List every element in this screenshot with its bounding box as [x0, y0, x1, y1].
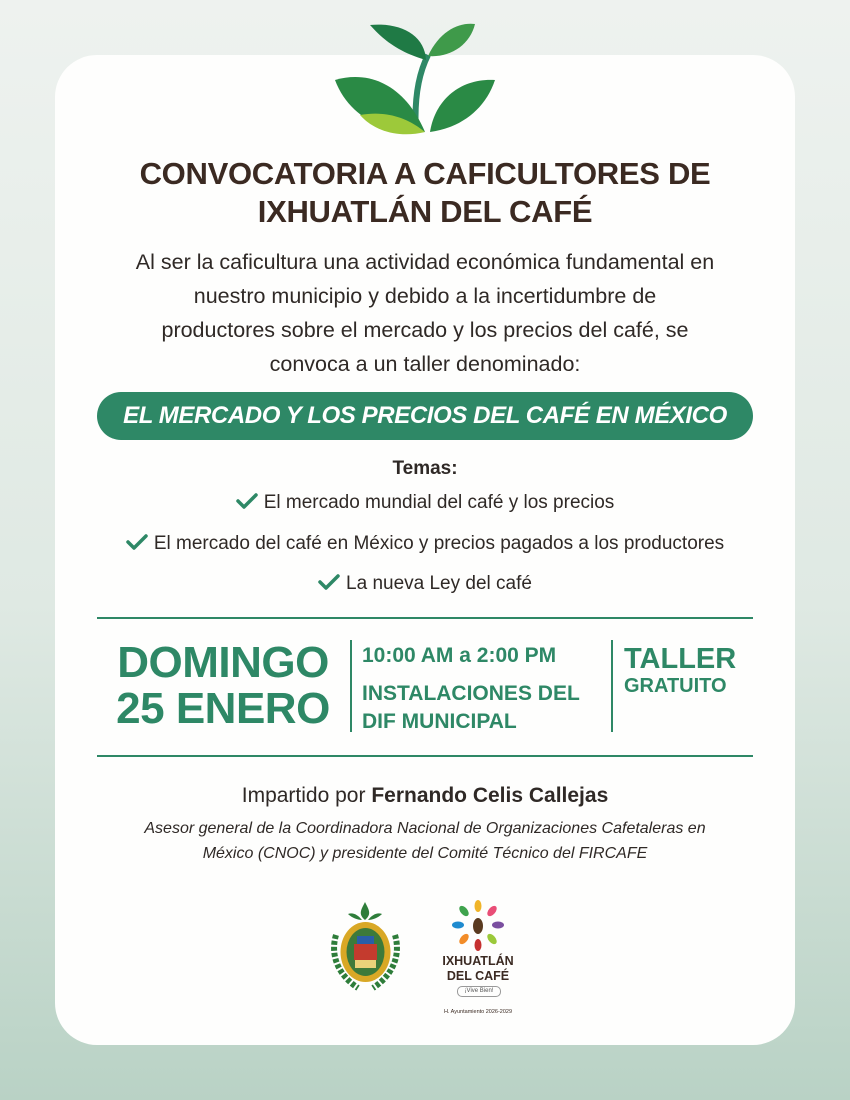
topic-item: [0, 492, 850, 514]
check-icon: [126, 533, 148, 551]
title-line: IXHUATLÁN DEL CAFÉ: [257, 194, 593, 229]
logo-term: H. Ayuntamiento 2026-2029: [443, 1009, 513, 1015]
logo-brand: [428, 954, 528, 984]
speaker-role: [110, 816, 740, 866]
divider: [611, 640, 613, 732]
divider: [97, 617, 753, 619]
venue-line: DIF MUNICIPAL: [362, 710, 517, 733]
title-line: CONVOCATORIA A CAFICULTORES DE: [139, 156, 711, 191]
taller-word: TALLER: [624, 643, 737, 675]
ixhuatlan-logo: [428, 898, 528, 1023]
municipal-seal-icon: [328, 900, 403, 995]
logo-brand-line: DEL CAFÉ: [446, 969, 510, 983]
check-icon: [318, 573, 340, 591]
workshop-title-banner: EL MERCADO Y LOS PRECIOS DEL CAFÉ EN MÉXICO: [97, 392, 753, 440]
divider: [97, 755, 753, 757]
event-date: [108, 640, 338, 732]
speaker-line: [0, 784, 850, 808]
page-title: [0, 155, 850, 231]
topic-text: El mercado mundial del café y los precios: [263, 492, 615, 513]
gratuito-word: GRATUITO: [624, 675, 727, 697]
intro-line: Al ser la caficultura una actividad económica fundamental en: [135, 250, 715, 274]
venue-line: INSTALACIONES DEL: [362, 682, 580, 705]
event-day: DOMINGO: [117, 638, 329, 687]
ixhuatlan-logo-icon: [428, 898, 528, 954]
topic-text: El mercado del café en México y precios pagados a los productores: [153, 533, 725, 554]
speaker-prefix: Impartido por: [241, 784, 366, 807]
intro-line: convoca a un taller denominado:: [269, 352, 581, 376]
speaker-name: Fernando Celis Callejas: [371, 784, 609, 807]
topic-item: [0, 573, 850, 595]
divider: [350, 640, 352, 732]
free-workshop-label: [624, 644, 736, 698]
topic-text: La nueva Ley del café: [346, 573, 532, 594]
intro-line: nuestro municipio y debido a la incertidumbre de: [193, 284, 657, 308]
topic-item: [0, 533, 850, 555]
event-venue: [362, 680, 612, 736]
event-time: 10:00 AM a 2:00 PM: [362, 644, 557, 667]
check-icon: [236, 492, 258, 510]
logo-brand-line: IXHUATLÁN: [442, 954, 514, 968]
event-day-month: 25 ENERO: [116, 684, 330, 733]
logo-tagline: ¡Vive Bien!: [457, 986, 501, 997]
role-line: Asesor general de la Coordinadora Nacional de Organizaciones Cafetaleras en: [144, 820, 706, 837]
topics-heading: Temas:: [392, 458, 458, 479]
role-line: México (CNOC) y presidente del Comité Técnico del FIRCAFE: [202, 845, 648, 862]
intro-line: productores sobre el mercado y los precios del café, se: [161, 318, 689, 342]
intro-paragraph: [90, 245, 760, 381]
sprout-icon: [330, 20, 500, 140]
